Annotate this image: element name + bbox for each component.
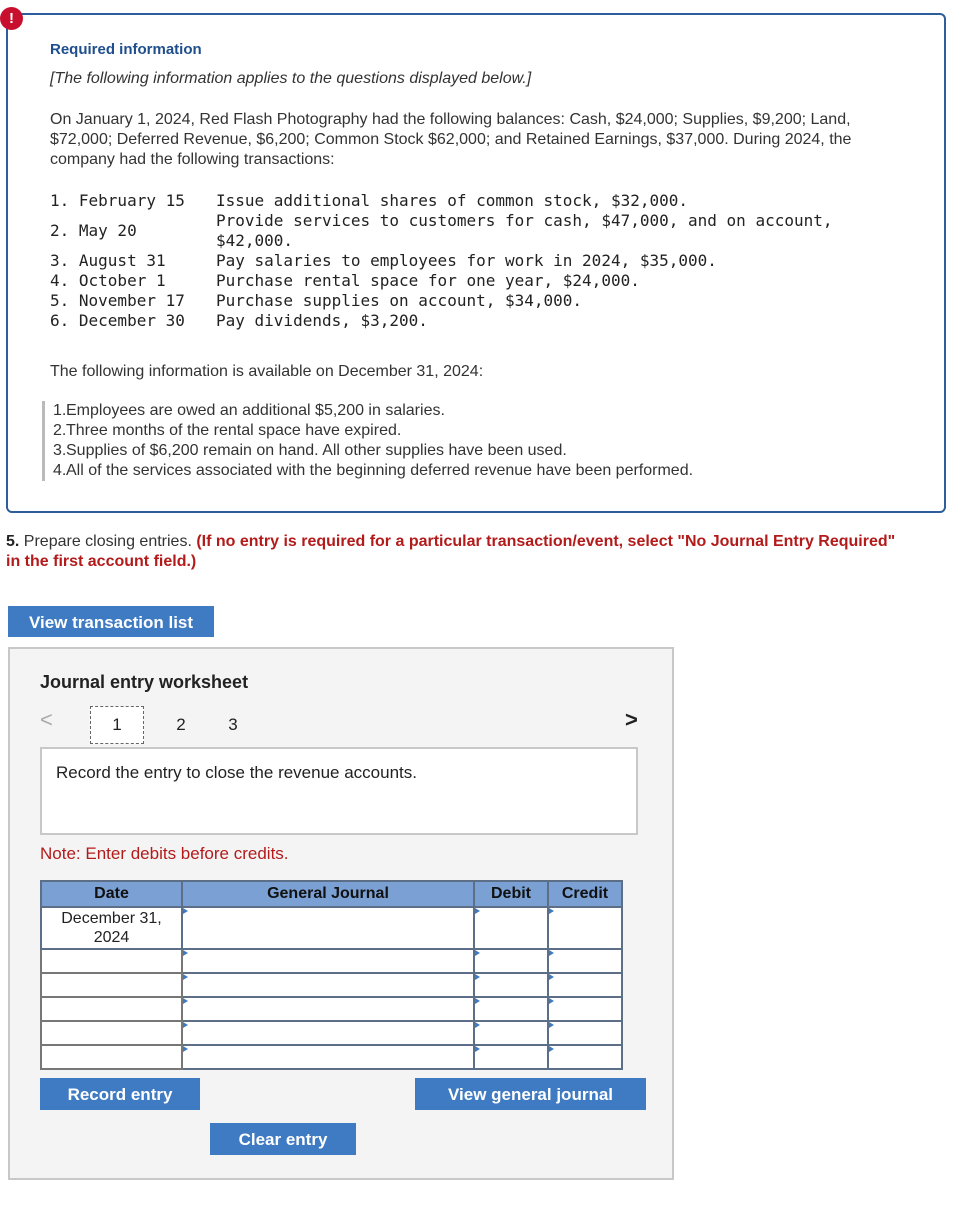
adjustment-list	[42, 401, 693, 481]
transaction-date: 6. December 30	[50, 311, 185, 330]
tab-entry-2[interactable]: 2	[176, 715, 186, 734]
adjustment-number: 2.	[42, 421, 66, 441]
table-row	[41, 997, 622, 1021]
required-information-subtitle: [The following information applies to the questions displayed below.]	[50, 70, 532, 87]
record-entry-button[interactable]: Record entry	[40, 1078, 200, 1110]
question-text: Prepare closing entries.	[23, 533, 192, 550]
credit-column-header: Credit	[548, 881, 622, 907]
transaction-row	[50, 251, 836, 271]
transaction-row	[50, 191, 836, 211]
transaction-description: Provide services to customers for cash, $47,000, and on account, $42,000.	[216, 211, 843, 250]
question-instruction: (If no entry is required for a particular transaction/event, select "No Journal Entry Required" in the first account field.)	[6, 533, 896, 570]
transaction-row	[50, 211, 843, 251]
credit-input[interactable]	[548, 1045, 622, 1069]
available-info-heading: The following information is available on December 31, 2024:	[50, 363, 484, 380]
transaction-date: 3. August 31	[50, 251, 166, 270]
debit-input[interactable]	[474, 1045, 548, 1069]
table-row	[41, 907, 622, 949]
account-input[interactable]	[182, 949, 474, 973]
adjustment-item	[42, 441, 693, 461]
date-cell	[41, 949, 182, 973]
general-journal-column-header: General Journal	[182, 881, 474, 907]
account-input[interactable]	[182, 973, 474, 997]
question-number: 5.	[6, 533, 20, 550]
transaction-list	[50, 191, 843, 331]
adjustment-item	[42, 461, 693, 481]
account-input[interactable]	[182, 1021, 474, 1045]
date-cell	[41, 973, 182, 997]
debit-input[interactable]	[474, 973, 548, 997]
credit-input[interactable]	[548, 907, 622, 949]
debit-column-header: Debit	[474, 881, 548, 907]
date-cell	[41, 997, 182, 1021]
table-row	[41, 973, 622, 997]
transaction-row	[50, 311, 836, 331]
transaction-row	[50, 271, 836, 291]
date-column-header: Date	[41, 881, 182, 907]
table-row	[41, 1045, 622, 1069]
adjustment-number: 3.	[42, 441, 66, 461]
transaction-date: 4. October 1	[50, 271, 166, 290]
transaction-description: Purchase rental space for one year, $24,000.	[216, 271, 640, 290]
table-row	[41, 949, 622, 973]
view-transaction-list-button[interactable]: View transaction list	[8, 606, 214, 637]
required-information-title: Required information	[50, 41, 202, 58]
adjustment-number: 1.	[42, 401, 66, 421]
journal-entry-worksheet	[8, 647, 674, 1180]
transaction-date: 5. November 17	[50, 291, 185, 310]
account-input[interactable]	[182, 997, 474, 1021]
transaction-date: 1. February 15	[50, 191, 185, 210]
view-general-journal-button[interactable]: View general journal	[415, 1078, 646, 1110]
debit-input[interactable]	[474, 997, 548, 1021]
transaction-description: Issue additional shares of common stock, $32,000.	[216, 191, 689, 210]
date-cell	[41, 1045, 182, 1069]
adjustment-text: Supplies of $6,200 remain on hand. All other supplies have been used.	[66, 442, 567, 459]
account-input[interactable]	[182, 907, 474, 949]
adjustment-text: Employees are owed an additional $5,200 in salaries.	[66, 402, 445, 419]
adjustment-text: All of the services associated with the beginning deferred revenue have been performed.	[66, 462, 694, 479]
chevron-left-icon[interactable]: <	[40, 707, 53, 732]
account-input[interactable]	[182, 1045, 474, 1069]
tab-entry-1[interactable]: 1	[90, 706, 144, 744]
transaction-description: Pay salaries to employees for work in 2024, $35,000.	[216, 251, 717, 270]
debit-input[interactable]	[474, 1021, 548, 1045]
adjustment-item	[42, 401, 693, 421]
adjustment-number: 4.	[42, 461, 66, 481]
alert-icon: !	[0, 7, 23, 30]
table-row	[41, 1021, 622, 1045]
adjustment-text: Three months of the rental space have expired.	[66, 422, 402, 439]
credit-input[interactable]	[548, 949, 622, 973]
required-information-panel	[6, 13, 946, 513]
transaction-row	[50, 291, 836, 311]
date-cell	[41, 1021, 182, 1045]
transaction-description: Pay dividends, $3,200.	[216, 311, 428, 330]
worksheet-title: Journal entry worksheet	[40, 672, 249, 692]
journal-table	[40, 880, 623, 1070]
adjustment-item	[42, 421, 693, 441]
credit-input[interactable]	[548, 997, 622, 1021]
entry-note: Note: Enter debits before credits.	[40, 844, 289, 863]
transaction-date: 2. May 20	[50, 221, 137, 240]
chevron-right-icon[interactable]: >	[625, 707, 638, 732]
debit-input[interactable]	[474, 907, 548, 949]
date-cell: December 31, 2024	[41, 907, 182, 949]
question-prompt	[6, 532, 906, 572]
debit-input[interactable]	[474, 949, 548, 973]
transaction-description: Purchase supplies on account, $34,000.	[216, 291, 583, 310]
tab-entry-3[interactable]: 3	[228, 715, 238, 734]
credit-input[interactable]	[548, 1021, 622, 1045]
entry-instruction: Record the entry to close the revenue accounts.	[40, 747, 638, 835]
credit-input[interactable]	[548, 973, 622, 997]
clear-entry-button[interactable]: Clear entry	[210, 1123, 356, 1155]
intro-paragraph: On January 1, 2024, Red Flash Photography had the following balances: Cash, $24,000; Supplies, $9,200; Land, $72,000; Deferred Revenue, $6,200; Common Stock $62,000; and Retained Earnings, $37,000. During 2024, the company had the following transactions:	[50, 111, 852, 168]
